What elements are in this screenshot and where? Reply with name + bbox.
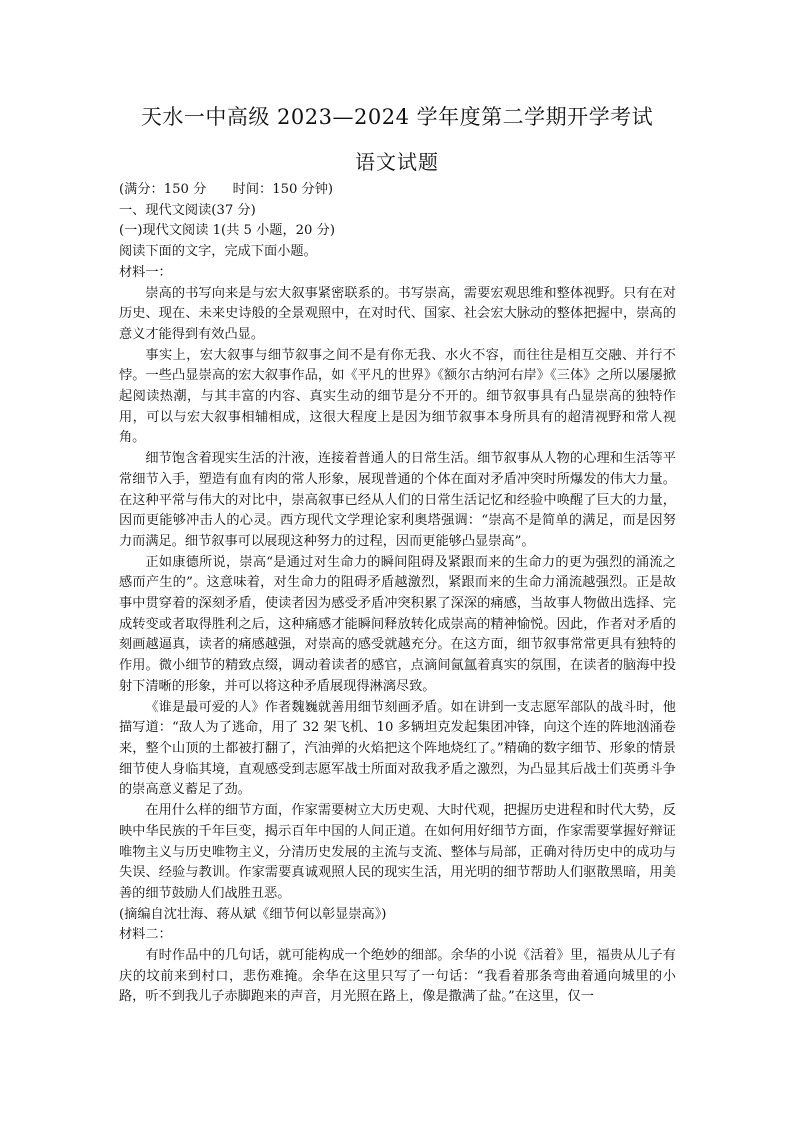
- exam-title: 天水一中高级 2023—2024 学年度第二学期开学考试: [140, 105, 654, 129]
- subsection-heading: (一)现代文阅读 1(共 5 小题，20 分): [119, 223, 335, 239]
- instruction-text: 阅读下面的文字，完成下面小题。: [119, 244, 317, 260]
- exam-subtitle: 语文试题: [355, 150, 439, 174]
- exam-info: (满分：150 分 时间：150 分钟): [119, 182, 334, 197]
- paragraph: 崇高的书写向来是与宏大叙事紧密联系的。书写崇高，需要宏观思维和整体视野。只有在对历史、现在、未来史诗般的全景观照中，在对时代、国家、社会宏大脉动的整体把握中，崇高的意义才能得到有效凸显。: [119, 285, 676, 342]
- paragraph: 《谁是最可爱的人》作者魏巍就善用细节刻画矛盾。如在讲到一支志愿军部队的战斗时，他描写道：“敌人为了逃命，用了 32 架飞机、10 多辆坦克发起集团冲锋，向这个连的阵地汹涌卷来，整个山顶的土都被打翻了，汽油弹的火焰把这个阵地烧红了。”精确的数字细节、形象的情景细节使人身临其境，直观感受到志愿军战士所面对敌我矛盾之激烈，为凸显其后战士们英勇斗争的崇高意义蓄足了劲。: [119, 699, 676, 798]
- material-label: 材料二：: [119, 927, 172, 943]
- section-heading: 一、现代文阅读(37 分): [119, 202, 256, 218]
- document-body: [119, 180, 676, 1008]
- paragraph: 正如康德所说，崇高“是通过对生命力的瞬间阻碍及紧跟而来的生命力的更为强烈的涌流之感而产生的”。这意味着，对生命力的阻碍矛盾越激烈，紧跟而来的生命力涌流越强烈。正是故事中贯穿着的深刻矛盾，使读者因为感受矛盾冲突积累了深深的痛感，当故事人物做出选择、完成转变或者取得胜利之后，这种痛感才能瞬间释放转化成崇高的精神愉悦。因此，作者对矛盾的刻画越逼真，读者的痛感越强，对崇高的感受就越充分。在这方面，细节叙事常常更具有独特的作用。微小细节的精致点缀，调动着读者的感官，点滴间氤氲着真实的氛围，在读者的脑海中投射下清晰的形象，并可以将这种矛盾展现得淋漓尽致。: [119, 554, 676, 694]
- paragraph: 细节饱含着现实生活的汁液，连接着普通人的日常生活。细节叙事从人物的心理和生活等平常细节入手，塑造有血有肉的常人形象，展现普通的个体在面对矛盾冲突时所爆发的伟大力量。在这种平常与伟大的对比中，崇高叙事已经从人们的日常生活记忆和经验中唤醒了巨大的力量，因而更能够冲击人的心灵。西方现代文学理论家利奥塔强调：“崇高不是简单的满足，而是因努力而满足。细节叙事可以展现这种努力的过程，因而更能够凸显崇高”。: [119, 451, 676, 549]
- source-citation: (摘编自沈壮海、蒋从斌《细节何以彰显崇高》): [119, 906, 387, 922]
- paragraph: 事实上，宏大叙事与细节叙事之间不是有你无我、水火不容，而往往是相互交融、并行不悖。一些凸显崇高的宏大叙事作品，如《平凡的世界》《额尔古纳河右岸》《三体》之所以屡屡掀起阅读热潮，与其丰富的内容、真实生动的细节是分不开的。细节叙事具有凸显崇高的独特作用，可以与宏大叙事相辅相成，这很大程度上是因为细节叙事本身所具有的超清视野和常人视角。: [119, 347, 676, 446]
- paragraph: 有时作品中的几句话，就可能构成一个绝妙的细部。余华的小说《活着》里，福贵从儿子有庆的坟前来到村口，悲伤难掩。余华在这里只写了一句话：“我看着那条弯曲着通向城里的小路，听不到我儿子赤脚跑来的声音，月光照在路上，像是撒满了盐。”在这里，仅一: [119, 948, 676, 1005]
- paragraph: 在用什么样的细节方面，作家需要树立大历史观、大时代观，把握历史进程和时代大势，反映中华民族的千年巨变，揭示百年中国的人间正道。在如何用好细节方面，作家需要掌握好辩证唯物主义与历史唯物主义，分清历史发展的主流与支流、整体与局部，正确对待历史中的成功与失误、经验与教训。作家需要真诚观照人民的现实生活，用光明的细节帮助人们驱散黑暗，用美善的细节鼓励人们战胜丑恶。: [119, 803, 676, 901]
- material-label: 材料一：: [119, 264, 172, 280]
